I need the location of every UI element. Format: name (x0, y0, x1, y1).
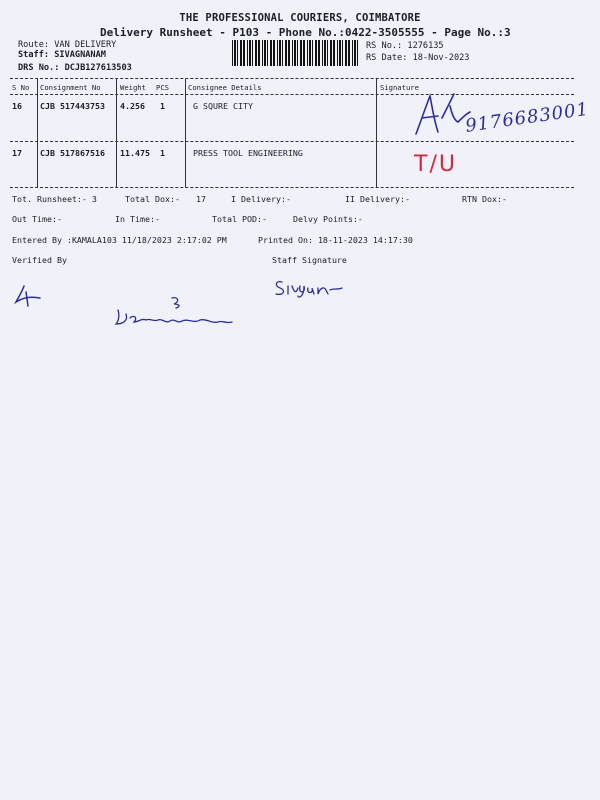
rs-date: RS Date: 18-Nov-2023 (366, 53, 470, 63)
handwritten-verifier-signature (112, 294, 242, 334)
total-dox-label: Total Dox:- (125, 194, 180, 204)
row-16-consignment: CJB 517443753 (40, 101, 105, 111)
row-17-consignment: CJB 517867516 (40, 148, 105, 158)
col-header-sno: S No (12, 83, 30, 92)
table-top-rule (10, 78, 574, 79)
verified-by-label: Verified By (12, 255, 67, 265)
rs-number: RS No.: 1276135 (366, 41, 444, 51)
row-16-pcs: 1 (160, 101, 165, 111)
handwritten-phone-number: 9176683001 (464, 98, 591, 137)
route-label: Route: VAN DELIVERY (18, 40, 117, 50)
col-header-consignee: Consignee Details (188, 83, 262, 92)
handwritten-verified-mark (12, 282, 52, 312)
total-pod: Total POD:- (212, 214, 267, 224)
column-divider (116, 79, 117, 187)
in-time: In Time:- (115, 214, 160, 224)
rtn-dox: RTN Dox:- (462, 194, 507, 204)
col-header-weight: Weight (120, 83, 146, 92)
column-divider (376, 79, 377, 187)
table-header-rule (10, 94, 574, 95)
column-divider (185, 79, 186, 187)
row-16-sno: 16 (12, 101, 22, 111)
entered-by: Entered By :KAMALA103 11/18/2023 2:17:02 PM (12, 235, 227, 245)
company-name: THE PROFESSIONAL COURIERS, COIMBATORE (179, 12, 421, 24)
handwritten-tu-note: T/U (414, 152, 457, 177)
row-17-sno: 17 (12, 148, 22, 158)
staff-signature-label: Staff Signature (272, 255, 347, 265)
i-delivery: I Delivery:- (231, 194, 291, 204)
total-dox-value: 17 (196, 194, 206, 204)
col-header-pcs: PCS (156, 83, 169, 92)
barcode (232, 40, 360, 66)
row-17-consignee: PRESS TOOL ENGINEERING (193, 148, 303, 158)
col-header-consignment: Consignment No (40, 83, 101, 92)
handwritten-staff-signature (272, 276, 352, 300)
column-divider (37, 79, 38, 187)
ii-delivery: II Delivery:- (345, 194, 410, 204)
out-time: Out Time:- (12, 214, 62, 224)
row-17-pcs: 1 (160, 148, 165, 158)
table-bottom-rule (10, 187, 574, 188)
runsheet-title: Delivery Runsheet - P103 - Phone No.:0422-3505555 - Page No.:3 (100, 26, 511, 39)
row-16-consignee: G SQURE CITY (193, 101, 253, 111)
drs-number: DRS No.: DCJB127613503 (18, 63, 132, 73)
row-16-weight: 4.256 (120, 101, 145, 111)
printed-on: Printed On: 18-11-2023 14:17:30 (258, 235, 413, 245)
row-17-weight: 11.475 (120, 148, 150, 158)
delvy-points: Delvy Points:- (293, 214, 363, 224)
row-divider (10, 141, 574, 142)
staff-label: Staff: SIVAGNANAM (18, 50, 106, 60)
col-header-signature: Signature (380, 83, 419, 92)
tot-runsheet: Tot. Runsheet:- 3 (12, 194, 97, 204)
